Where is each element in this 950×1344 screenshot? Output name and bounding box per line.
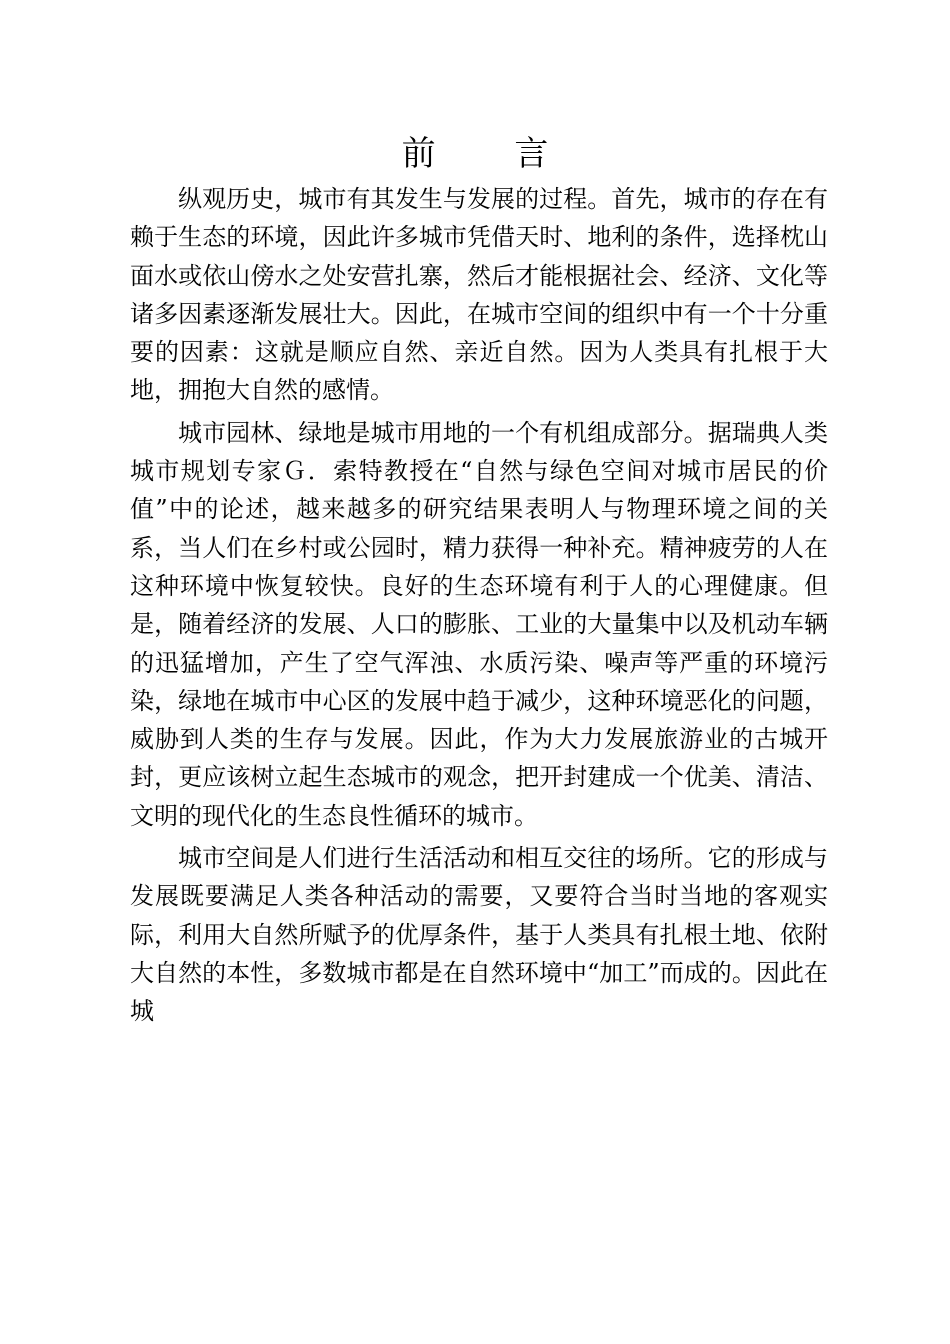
paragraph-3: 城市空间是人们进行生活活动和相互交往的场所。它的形成与发展既要满足人类各种活动的需要，又要符合当时当地的客观实际，利用大自然所赋予的优厚条件，基于人类具有扎根土地、依附大自然的本性，多数城市都是在自然环境中“加工”而成的。因此在城 [130,844,828,1026]
body-text [130,180,828,1035]
page-title: 前 言 [401,134,583,174]
paragraph-1: 纵观历史，城市有其发生与发展的过程。首先，城市的存在有赖于生态的环境，因此许多城市凭借天时、地利的条件，选择枕山面水或依山傍水之处安营扎寨，然后才能根据社会、经济、文化等诸多因素逐渐发展壮大。因此，在城市空间的组织中有一个十分重要的因素：这就是顺应自然、亲近自然。因为人类具有扎根于大地，拥抱大自然的感情。 [130,185,828,405]
paragraph-2: 城市园林、绿地是城市用地的一个有机组成部分。据瑞典人类城市规划专家Ｇ．索特教授在“自然与绿色空间对城市居民的价值”中的论述，越来越多的研究结果表明人与物理环境之间的关系，当人们在乡村或公园时，精力获得一种补充。精神疲劳的人在这种环境中恢复较快。良好的生态环境有利于人的心理健康。但是，随着经济的发展、人口的膨胀、工业的大量集中以及机动车辆的迅猛增加，产生了空气浑浊、水质污染、噪声等严重的环境污染，绿地在城市中心区的发展中趋于减少，这种环境恶化的问题，威胁到人类的生存与发展。因此，作为大力发展旅游业的古城开封，更应该树立起生态城市的观念，把开封建成一个优美、清洁、文明的现代化的生态良性循环的城市。 [130,418,828,830]
